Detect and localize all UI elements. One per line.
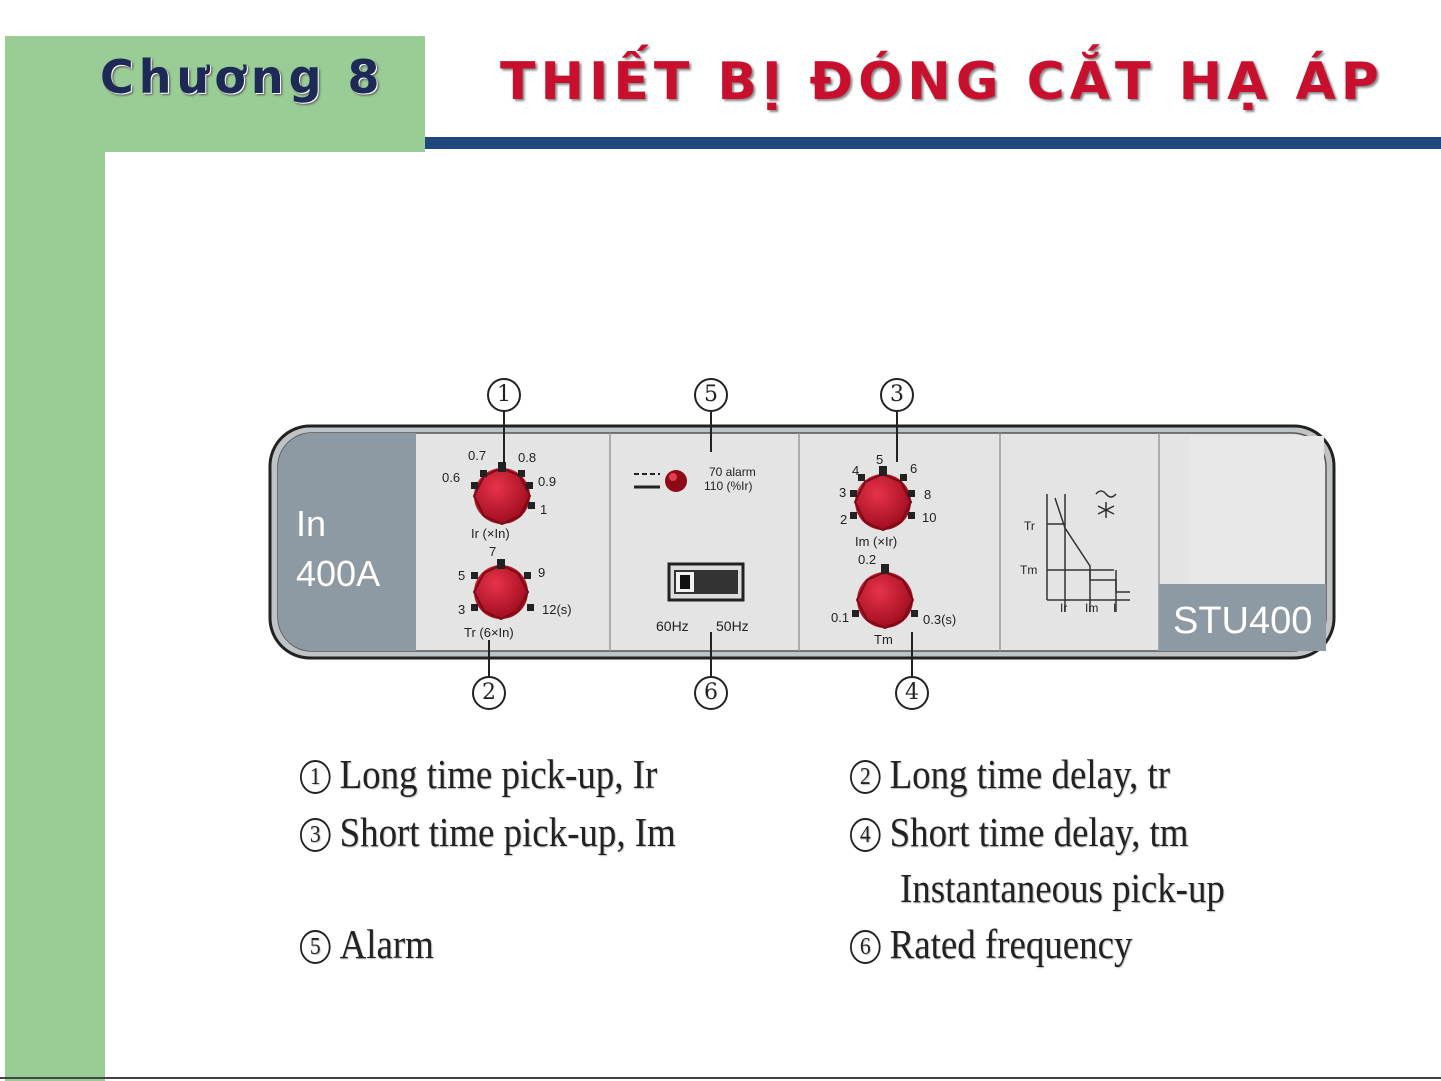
tm-dial-label: Tm [874, 632, 893, 647]
ir-scale-0.8: 0.8 [518, 450, 537, 465]
legend-num-3: 3 [300, 818, 331, 852]
im-dial-label: Im (×Ir) [855, 534, 898, 549]
curve-ir-label: Ir [1060, 601, 1068, 615]
callout-1: 1 [487, 378, 521, 412]
alarm-text-2: 110 (%Ir) [704, 479, 753, 493]
slide-title: THIẾT BỊ ĐÓNG CẮT HẠ ÁP [500, 52, 1384, 112]
legend-text-3: Short time pick-up, Im [339, 809, 676, 855]
callout-3: 3 [880, 378, 914, 412]
tr-scale-5: 5 [458, 568, 466, 583]
legend-item-5 [300, 920, 434, 968]
legend-num-5: 5 [300, 930, 331, 964]
rating-value-text: 400A [296, 553, 381, 594]
tr-scale-9: 9 [538, 565, 546, 580]
im-scale-10: 10 [922, 510, 937, 525]
ir-scale-1: 1 [540, 502, 548, 517]
legend-text-instantaneous: Instantaneous pick-up [900, 865, 1225, 911]
freq-50hz-label: 50Hz [716, 618, 749, 634]
legend-num-4: 4 [850, 818, 881, 852]
callout-4: 4 [895, 676, 929, 710]
im-scale-3: 3 [839, 485, 847, 500]
legend-num-1: 1 [300, 760, 331, 794]
legend-item-2 [850, 750, 1170, 798]
im-scale-8: 8 [924, 487, 932, 502]
legend-text-1: Long time pick-up, Ir [339, 751, 658, 797]
im-scale-5: 5 [876, 452, 884, 467]
im-scale-6: 6 [910, 461, 918, 476]
callout-5: 5 [694, 378, 728, 412]
callout-6: 6 [694, 676, 728, 710]
tr-dial-label: Tr (6×In) [464, 625, 514, 640]
model-name: STU400 [1173, 600, 1313, 642]
legend-text-2: Long time delay, tr [889, 751, 1171, 797]
legend-text-5: Alarm [339, 921, 434, 967]
ir-dial-label: Ir (×In) [471, 526, 510, 541]
callout-2: 2 [472, 676, 506, 710]
tr-scale-3: 3 [458, 602, 466, 617]
tr-scale-12: 12(s) [542, 602, 572, 617]
im-scale-2: 2 [840, 512, 848, 527]
tm-scale-0.1: 0.1 [831, 610, 850, 625]
curve-im-label: Im [1085, 601, 1099, 615]
legend-item-1 [300, 750, 657, 798]
curve-tr-label: Tr [1024, 519, 1035, 533]
legend-item-3 [300, 808, 676, 856]
curve-tm-label: Tm [1020, 563, 1038, 577]
ir-scale-0.9: 0.9 [538, 474, 557, 489]
legend-text-6: Rated frequency [889, 921, 1133, 967]
legend-num-6: 6 [850, 930, 881, 964]
tm-scale-0.2: 0.2 [858, 552, 877, 567]
tm-scale-0.3: 0.3(s) [923, 612, 957, 627]
slide-bottom-line [0, 1077, 1441, 1079]
legend-item-4 [850, 808, 1189, 856]
alarm-text-1: 70 alarm [709, 465, 756, 479]
tr-scale-7: 7 [489, 544, 497, 559]
curve-i-label: I [1113, 601, 1117, 615]
freq-60hz-label: 60Hz [656, 618, 689, 634]
rating-in-text: In [296, 503, 327, 544]
im-scale-4: 4 [852, 463, 860, 478]
legend-item-instantaneous [900, 864, 1225, 912]
chapter-label: Chương 8 [100, 50, 385, 104]
legend-num-2: 2 [850, 760, 881, 794]
legend-text-4: Short time delay, tm [889, 809, 1189, 855]
ir-scale-0.6: 0.6 [442, 470, 461, 485]
legend-item-6 [850, 920, 1132, 968]
ir-scale-0.7: 0.7 [468, 448, 487, 463]
